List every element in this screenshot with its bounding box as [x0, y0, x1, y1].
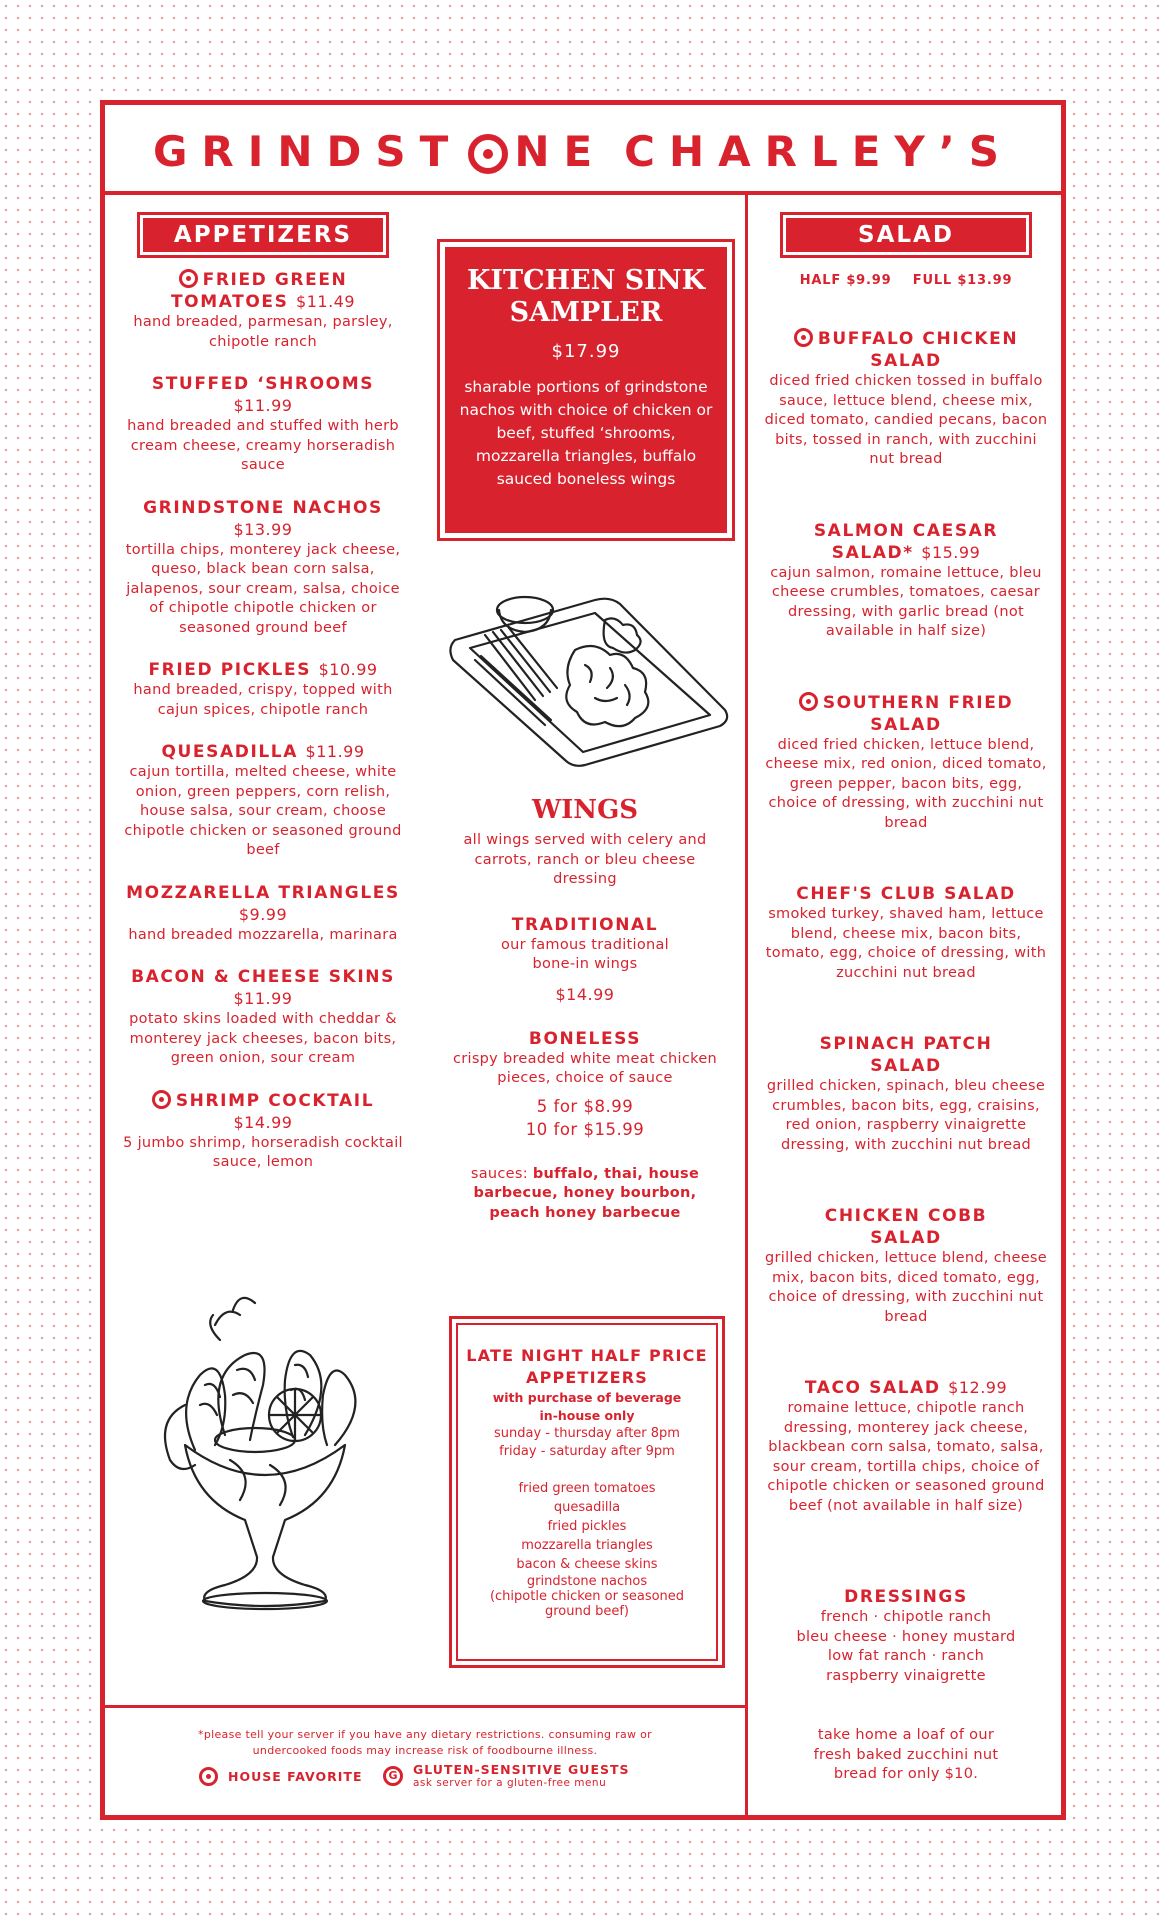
item-desc: hand breaded, crispy, topped with cajun spices, chipotle ranch: [133, 682, 393, 718]
sauces-list: buffalo, thai, house barbecue, honey bourbon, peach honey barbecue: [473, 1165, 700, 1221]
item-name: STUFFED ‘SHROOMS $11.99: [151, 374, 375, 415]
item-name: MOZZARELLA TRIANGLES $9.99: [126, 882, 400, 924]
sauces-label: sauces:: [470, 1165, 528, 1182]
wings-intro: all wings served with celery and carrots, ranch or bleu cheese dressing: [463, 832, 707, 887]
item-name: QUESADILLA $11.99: [161, 742, 365, 762]
item-name: FRIED GREEN TOMATOES $11.49: [170, 270, 356, 312]
item-desc: grilled chicken, spinach, bleu cheese crumbles, bacon bits, egg, craisins, red onion, raspberry vinaigrette dressing, with zucchini nut bread: [766, 1078, 1046, 1153]
house-favorite-label: HOUSE FAVORITE: [228, 1769, 363, 1784]
item-price: $11.99: [233, 396, 293, 415]
item-desc: diced fried chicken, lettuce blend, cheese mix, red onion, diced tomato, green pepper, bacon bits, egg, choice of dressing, with zucchini nut bread: [765, 736, 1047, 831]
item-price: $12.99: [948, 1378, 1008, 1397]
brand-text-2: NE: [514, 126, 607, 176]
list-item: grindstone nachos: [526, 1574, 648, 1589]
boneless-wings-desc: crispy breaded white meat chicken pieces, choice of sauce: [452, 1050, 718, 1086]
item-name: SOUTHERN FRIED SALAD: [763, 692, 1049, 736]
item-name: SPINACH PATCH SALAD: [819, 1034, 993, 1076]
house-favorite-icon: [179, 269, 198, 288]
kitchen-sink-sampler-card: [437, 239, 735, 541]
menu-item: [763, 520, 1049, 642]
menu-item: [123, 269, 403, 352]
item-name: BUFFALO CHICKEN SALAD: [763, 328, 1049, 372]
dressings-title: DRESSINGS: [844, 1587, 968, 1607]
kitchen-sink-desc: sharable portions of grindstone nachos with choice of chicken or beef, stuffed ‘shrooms, mozzarella triangles, buffalo sauced boneless wings: [459, 378, 713, 488]
item-desc: cajun salmon, romaine lettuce, bleu cheese crumbles, tomatoes, caesar dressing, with garlic bread (not available in half size): [770, 564, 1042, 639]
menu-item: [123, 882, 403, 946]
list-item: fried green tomatoes: [518, 1481, 656, 1496]
dressings-line: french · chipotle ranch: [820, 1609, 992, 1625]
header-divider: [105, 191, 1061, 195]
item-desc: hand breaded and stuffed with herb cream cheese, creamy horseradish sauce: [127, 418, 399, 473]
menu-page: [100, 100, 1066, 1820]
item-desc: smoked turkey, shaved ham, lettuce blend, cheese mix, bacon bits, tomato, egg, choice of dressing, with zucchini nut bread: [765, 906, 1047, 981]
gluten-label: GLUTEN-SENSITIVE GUESTS: [413, 1762, 630, 1777]
item-desc: cajun tortilla, melted cheese, white onion, green peppers, corn relish, house salsa, sour cream, choose chipotle chicken or seasoned ground beef: [124, 764, 402, 858]
late-night-title: LATE NIGHT HALF PRICE APPETIZERS: [466, 1346, 708, 1387]
dressings-line: low fat ranch · ranch: [827, 1648, 985, 1664]
house-favorite-legend: [199, 1767, 362, 1786]
house-favorite-icon: [152, 1090, 171, 1109]
item-name: SHRIMP COCKTAIL $14.99: [123, 1090, 403, 1134]
column-divider: [745, 193, 748, 1815]
item-desc: hand breaded mozzarella, marinara: [128, 926, 398, 943]
footer-divider: [105, 1705, 746, 1708]
menu-item: [763, 1205, 1049, 1327]
list-item: quesadilla: [553, 1500, 621, 1515]
full-price: FULL $13.99: [912, 273, 1013, 288]
item-desc: romaine lettuce, chipotle ranch dressing, monterey jack cheese, blackbean corn salsa, tomato, salsa, sour cream, tortilla chips, choice of chipotle chicken or seasoned ground beef (not available in half size): [767, 1400, 1045, 1514]
brand-text-3: CHARLEY’S: [624, 126, 1014, 176]
item-desc: potato skins loaded with cheddar & monterey jack cheeses, bacon bits, green onion, sour cream: [129, 1011, 397, 1066]
target-o-icon: [468, 134, 508, 174]
boneless-price-10: 10 for $15.99: [525, 1119, 645, 1139]
salad-heading: SALAD: [786, 218, 1026, 252]
menu-item: [123, 497, 403, 639]
menu-item: [123, 373, 403, 476]
dressings-block: [763, 1586, 1049, 1686]
item-name: GRINDSTONE NACHOS $13.99: [143, 497, 383, 539]
menu-item: [123, 741, 403, 861]
boneless-price-5: 5 for $8.99: [536, 1096, 634, 1116]
dressings-line: raspberry vinaigrette: [826, 1667, 986, 1684]
item-price: $9.99: [238, 904, 288, 924]
traditional-wings-name: TRADITIONAL: [511, 914, 659, 935]
dressings-line: bleu cheese · honey mustard: [796, 1628, 1016, 1645]
wings-title: WINGS: [531, 795, 639, 825]
list-item: bacon & cheese skins: [516, 1557, 658, 1572]
late-night-time-1: sunday - thursday after 8pm: [494, 1426, 680, 1441]
item-price: $13.99: [233, 519, 293, 539]
kitchen-sink-price: $17.99: [551, 341, 621, 362]
item-name: BACON & CHEESE SKINS $11.99: [131, 967, 395, 1008]
late-night-time-2: friday - saturday after 9pm: [499, 1444, 675, 1459]
boneless-wings-name: BONELESS: [528, 1028, 642, 1049]
item-price: $11.49: [296, 292, 356, 311]
item-name: SALMON CAESAR SALAD* $15.99: [813, 520, 999, 563]
item-name: TACO SALAD $12.99: [804, 1378, 1008, 1398]
appetizers-heading: APPETIZERS: [143, 218, 383, 252]
traditional-wings-desc: our famous traditional bone-in wings: [500, 936, 670, 972]
item-desc: 5 jumbo shrimp, horseradish cocktail sauce, lemon: [123, 1134, 403, 1170]
traditional-wings-price: $14.99: [555, 984, 615, 1004]
item-price: $10.99: [318, 660, 378, 679]
item-name: CHICKEN COBB SALAD: [824, 1206, 988, 1248]
late-night-subtitle: with purchase of beverage in-house only: [492, 1390, 682, 1423]
list-item: mozzarella triangles: [521, 1538, 653, 1553]
menu-item: [763, 1377, 1049, 1516]
salad-size-prices: [763, 273, 1049, 288]
item-price: $11.99: [305, 742, 365, 761]
menu-item: [123, 966, 403, 1069]
gluten-sub: ask server for a gluten-free menu: [413, 1777, 607, 1789]
kitchen-sink-title: KITCHEN SINK SAMPLER: [466, 265, 706, 328]
item-price: $11.99: [233, 989, 293, 1008]
house-favorite-icon: [199, 1767, 218, 1786]
menu-item: [763, 692, 1049, 834]
item-price: $15.99: [921, 542, 981, 562]
item-name: CHEF'S CLUB SALAD: [796, 884, 1016, 904]
wing-sauces: [440, 1165, 730, 1224]
menu-item: [763, 1033, 1049, 1155]
menu-item: [763, 328, 1049, 470]
gluten-sensitive-legend: [383, 1762, 630, 1789]
brand-text-1: GRINDST: [152, 126, 463, 176]
house-favorite-icon: [799, 692, 818, 711]
late-night-card: [449, 1316, 725, 1668]
item-desc: grilled chicken, lettuce blend, cheese mix, bacon bits, diced tomato, egg, choice of dressing, with zucchini nut bread: [764, 1250, 1047, 1325]
brand-logo: [105, 123, 1061, 179]
menu-item: [763, 883, 1049, 983]
half-price: HALF $9.99: [799, 273, 892, 288]
salad-banner: [780, 212, 1032, 258]
appetizers-banner: [137, 212, 389, 258]
item-price: $14.99: [233, 1112, 293, 1132]
shrimp-cocktail-illustration: [145, 1285, 385, 1615]
item-name: FRIED PICKLES $10.99: [148, 660, 378, 680]
menu-item: [123, 1090, 403, 1173]
late-night-items: [466, 1479, 708, 1619]
wings-platter-illustration: [445, 580, 735, 770]
take-home-bread: take home a loaf of our fresh baked zucchini nut bread for only $10.: [813, 1727, 999, 1782]
house-favorite-icon: [794, 328, 813, 347]
item-desc: tortilla chips, monterey jack cheese, queso, black bean corn salsa, jalapenos, sour cream, salsa, choice of chipotle chipotle chicken or seasoned ground beef: [125, 541, 401, 636]
wings-section: [440, 795, 730, 1223]
list-item: fried pickles: [547, 1519, 627, 1534]
gluten-free-icon: G: [383, 1766, 403, 1786]
salad-list: [763, 273, 1049, 1785]
item-desc: diced fried chicken tossed in buffalo sauce, lettuce blend, cheese mix, diced tomato, candied pecans, bacon bits, tossed in ranch, with zucchini nut bread: [764, 373, 1048, 467]
dietary-footnote: *please tell your server if you have any dietary restrictions. consuming raw or undercooked foods may increase risk of foodbourne illness.: [198, 1728, 652, 1757]
item-desc: hand breaded, parmesan, parsley, chipotle ranch: [133, 314, 393, 350]
appetizers-list: [123, 269, 403, 1194]
menu-item: [123, 659, 403, 720]
list-item: (chipotle chicken or seasoned ground beef): [489, 1589, 685, 1619]
